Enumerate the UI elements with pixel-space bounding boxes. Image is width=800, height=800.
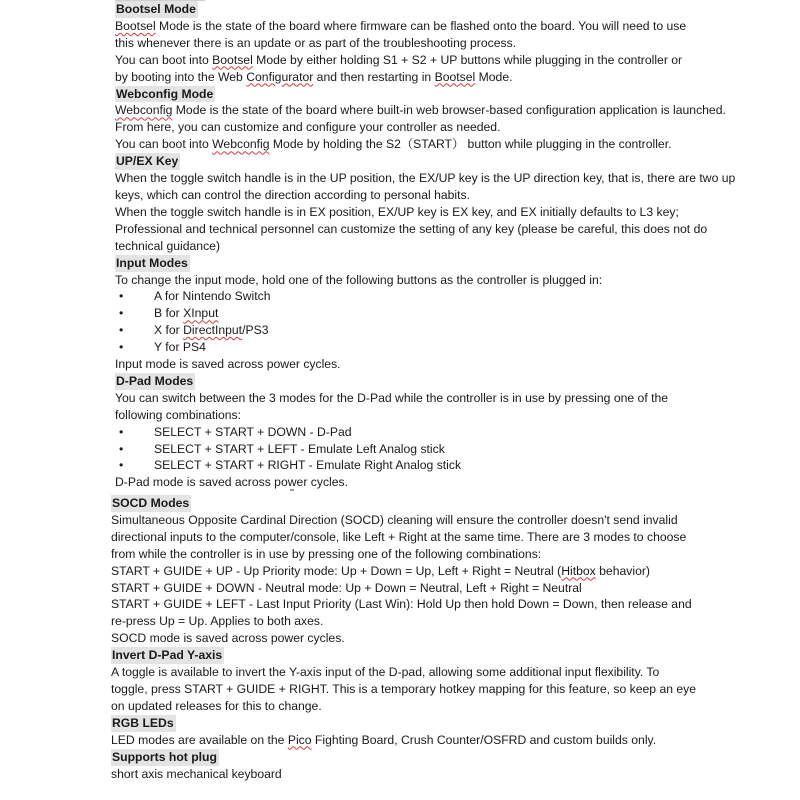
invert-line-3: on updated releases for this to change. <box>111 698 322 713</box>
heading-bootsel: Bootsel Mode <box>116 2 196 16</box>
heading-dpad-modes: D-Pad Modes <box>116 373 194 388</box>
socd-line-2: directional inputs to the computer/console, like Left + Right at the same time. There are 3 modes to choose <box>111 529 687 544</box>
section-webconfig <box>115 86 795 154</box>
webconfig-line-1 <box>115 102 795 119</box>
input-modes-intro: To change the input mode, hold one of the following buttons as the controller is plugged in: <box>115 272 603 287</box>
term-pico: Pico <box>287 732 312 747</box>
section-input-modes <box>115 255 795 373</box>
bullet-icon: • <box>119 340 124 355</box>
term-configurator: Configurator <box>246 69 314 84</box>
section-hot-plug <box>111 749 795 783</box>
heading-rgb-leds: RGB LEDs <box>112 715 174 730</box>
heading-hot-plug: Supports hot plug <box>112 749 217 764</box>
text: A for Nintendo Switch <box>154 289 271 304</box>
text: SELECT + START + DOWN - D-Pad <box>154 424 352 439</box>
bootsel-line-2: this whenever there is an update or as part of the troubleshooting process. <box>115 35 517 50</box>
text: /PS3 <box>242 323 269 338</box>
bootsel-line-1 <box>115 18 795 35</box>
text: Y for PS4 <box>154 340 206 355</box>
term-directinput: DirectInput <box>183 323 243 338</box>
list-item <box>115 457 795 474</box>
text: Fighting Board, Crush Counter/OSFRD and custom builds only. <box>311 732 657 747</box>
socd-line-4 <box>111 563 795 580</box>
dpad-line-2: following combinations: <box>115 407 242 422</box>
section-socd-modes <box>111 495 795 647</box>
invert-line-1: A toggle is available to invert the Y-axis input of the D-pad, allowing some additional input flexibility. To <box>111 665 660 680</box>
hot-plug-line-1: short axis mechanical keyboard <box>111 766 282 781</box>
text: by booting into the Web <box>115 69 247 84</box>
term-xinput: XInput <box>183 306 219 321</box>
bullet-icon: • <box>119 424 124 439</box>
bullet-icon: • <box>119 323 124 338</box>
term-bootsel: Bootsel <box>212 52 253 67</box>
term-webconfig: Webconfig <box>212 137 270 152</box>
list-item <box>115 339 795 356</box>
bullet-icon: • <box>119 441 124 456</box>
heading-webconfig: Webconfig Mode <box>116 86 214 101</box>
webconfig-line-2: From here, you can customize and configure your controller as needed. <box>115 120 501 135</box>
text: SELECT + START + LEFT - Emulate Left Analog stick <box>154 441 445 456</box>
text: Mode is the state of the board where firmware can be flashed onto the board. You will need to use <box>155 18 687 33</box>
text: B for <box>154 306 184 321</box>
socd-line-7: re-press Up = Up. Applies to both axes. <box>111 614 324 629</box>
list-item <box>115 441 795 458</box>
text: and then restarting in <box>313 69 435 84</box>
socd-line-1: Simultaneous Opposite Cardinal Direction (SOCD) cleaning will ensure the controller doesn't send invalid <box>111 512 678 527</box>
section-rgb-leds <box>111 715 795 749</box>
bootsel-line-4 <box>115 69 795 86</box>
text: Mode by either holding S1 + S2 + UP buttons while plugging in the controller or <box>252 52 683 67</box>
webconfig-line-3 <box>115 136 795 153</box>
term-hitbox: Hitbox <box>561 563 596 578</box>
heading-invert-dpad: Invert D-Pad Y-axis <box>112 648 223 663</box>
term-webconfig: Webconfig <box>115 103 173 118</box>
heading-upex-key: UP/EX Key <box>116 154 179 169</box>
invert-line-2: toggle, press START + GUIDE + RIGHT. This is a temporary hotkey mapping for this feature, so keep an eye <box>111 681 697 696</box>
text: START + GUIDE + UP - Up Priority mode: Up + Down = Up, Left + Right = Neutral ( <box>111 563 562 578</box>
text: LED modes are available on the <box>111 732 288 747</box>
list-item <box>115 424 795 441</box>
bullet-icon: • <box>119 458 124 473</box>
upex-line-2: keys, which can control the direction according to personal habits. <box>115 187 470 202</box>
text: You can boot into <box>115 137 213 152</box>
text: Mode is the state of the board where built-in web browser-based configuration application is launched. <box>172 103 726 118</box>
heading-input-modes: Input Modes <box>116 255 188 270</box>
text: X for <box>154 323 184 338</box>
socd-line-8: SOCD mode is saved across power cycles. <box>111 631 345 646</box>
upex-line-1: When the toggle switch handle is in the UP position, the EX/UP key is the UP direction key, that is, there are two up <box>115 171 736 186</box>
socd-line-5: START + GUIDE + DOWN - Neutral mode: Up + Down = Neutral, Left + Right = Neutral <box>111 580 582 595</box>
section-dpad-modes <box>115 373 795 491</box>
section-divider <box>290 489 294 491</box>
text: You can boot into <box>115 52 213 67</box>
upex-line-3: When the toggle switch handle is in EX position, EX/UP key is EX key, and EX initially defaults to L3 key; <box>115 204 679 219</box>
section-invert-dpad <box>111 647 795 715</box>
list-item <box>115 322 795 339</box>
bullet-icon: • <box>119 306 124 321</box>
list-item <box>115 305 795 322</box>
bootsel-line-3 <box>115 52 795 69</box>
document-part-1 <box>115 1 795 491</box>
heading-socd-modes: SOCD Modes <box>112 496 190 510</box>
dpad-line-1: You can switch between the 3 modes for the D-Pad while the controller is in use by pressing one of the <box>115 390 669 405</box>
input-modes-footer: Input mode is saved across power cycles. <box>115 357 341 372</box>
list-item <box>115 288 795 305</box>
term-bootsel: Bootsel <box>115 18 156 33</box>
socd-line-3: from while the controller is in use by pressing one of the following combinations: <box>111 546 542 561</box>
text: Mode by holding the S2（START） button while plugging in the controller. <box>269 137 672 152</box>
section-bootsel <box>115 1 795 86</box>
bullet-icon: • <box>119 289 124 304</box>
socd-line-6: START + GUIDE + LEFT - Last Input Priority (Last Win): Hold Up then hold Down = Down, then release and <box>111 597 692 612</box>
text: Mode. <box>475 69 513 84</box>
section-upex-key <box>115 153 795 254</box>
text: SELECT + START + RIGHT - Emulate Right Analog stick <box>154 458 462 473</box>
dpad-footer: D-Pad mode is saved across power cycles. <box>115 475 349 490</box>
rgb-line-1 <box>111 732 795 749</box>
document-part-2 <box>111 495 795 782</box>
upex-line-4: Professional and technical personnel can customize the setting of any key (please be careful, this does not do <box>115 221 708 236</box>
upex-line-5: technical guidance) <box>115 238 221 253</box>
text: behavior) <box>595 563 650 578</box>
term-bootsel: Bootsel <box>434 69 476 84</box>
